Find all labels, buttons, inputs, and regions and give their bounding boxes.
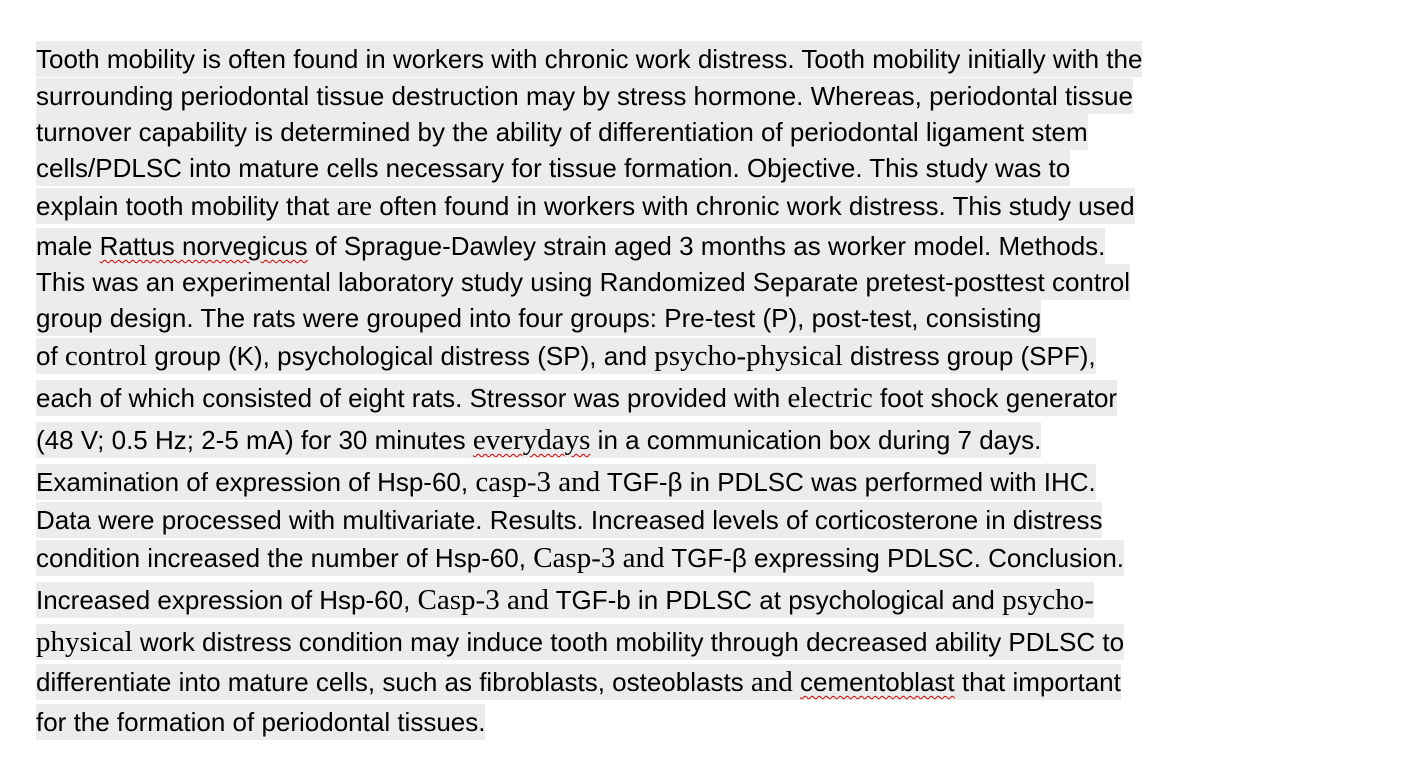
text-segment: in a communication box during 7 days. bbox=[590, 425, 1042, 455]
text-segment: Increased expression of Hsp-60, bbox=[36, 585, 418, 615]
text-segment: surrounding periodontal tissue destruction may by stress hormone. Whereas, periodontal tissue bbox=[36, 81, 1133, 111]
text-line bbox=[36, 41, 1142, 77]
text-line bbox=[36, 380, 1117, 416]
text-line bbox=[36, 150, 1070, 186]
text-line bbox=[36, 624, 1124, 660]
text-line bbox=[36, 422, 1041, 458]
text-line bbox=[36, 502, 1102, 538]
text-segment: This was an experimental laboratory study using Randomized Separate pretest-posttest control bbox=[36, 267, 1131, 297]
text-line bbox=[36, 78, 1133, 114]
text-line bbox=[36, 114, 1088, 150]
text-line bbox=[36, 664, 1121, 700]
text-segment: TGF-β in PDLSC was performed with IHC. bbox=[600, 467, 1096, 497]
text-segment: that important bbox=[954, 667, 1121, 697]
text-segment: male bbox=[36, 231, 100, 261]
text-segment: often found in workers with chronic work distress. This study used bbox=[372, 191, 1135, 221]
text-segment: control bbox=[64, 340, 148, 372]
text-segment: explain tooth mobility that bbox=[36, 191, 337, 221]
text-segment: foot shock generator bbox=[872, 383, 1118, 413]
text-segment: everydays bbox=[472, 424, 591, 456]
text-line bbox=[36, 582, 1094, 618]
text-segment: TGF-b in PDLSC at psychological and bbox=[548, 585, 1003, 615]
text-line bbox=[36, 188, 1135, 224]
text-segment: psycho-physical bbox=[654, 340, 843, 372]
text-segment: turnover capability is determined by the ability of differentiation of periodontal ligament stem bbox=[36, 117, 1088, 147]
text-segment: Rattus norvegicus bbox=[99, 231, 308, 261]
text-line bbox=[36, 464, 1096, 500]
text-segment: TGF-β expressing PDLSC. Conclusion. bbox=[664, 543, 1125, 573]
text-segment: group (K), psychological distress (SP), and bbox=[147, 341, 655, 371]
text-segment: differentiate into mature cells, such as fibroblasts, osteoblasts bbox=[36, 667, 751, 697]
text-segment: casp-3 and bbox=[475, 466, 601, 498]
text-segment: physical bbox=[36, 626, 133, 658]
text-line bbox=[36, 228, 1105, 264]
text-segment: cells/PDLSC into mature cells necessary for tissue formation. Objective. This study was to bbox=[36, 153, 1071, 183]
text-segment: Tooth mobility is often found in workers with chronic work distress. Tooth mobility initially with the bbox=[36, 44, 1143, 74]
text-segment: are bbox=[336, 190, 373, 222]
text-segment: of Sprague-Dawley strain aged 3 months as worker model. Methods. bbox=[307, 231, 1106, 261]
text-segment: group design. The rats were grouped into four groups: Pre-test (P), post-test, consisting bbox=[36, 303, 1042, 333]
text-segment: Data were processed with multivariate. Results. Increased levels of corticosterone in distress bbox=[36, 505, 1103, 535]
text-segment bbox=[793, 667, 800, 697]
text-line bbox=[36, 540, 1124, 576]
text-segment: Casp-3 and bbox=[533, 542, 665, 574]
text-segment: of bbox=[36, 341, 65, 371]
text-segment: Casp-3 and bbox=[417, 584, 549, 616]
text-segment: electric bbox=[787, 382, 873, 414]
text-line bbox=[36, 338, 1096, 374]
text-segment: cementoblast bbox=[800, 667, 955, 697]
text-segment: condition increased the number of Hsp-60, bbox=[36, 543, 534, 573]
text-segment: each of which consisted of eight rats. Stressor was provided with bbox=[36, 383, 788, 413]
text-segment: (48 V; 0.5 Hz; 2-5 mA) for 30 minutes bbox=[36, 425, 473, 455]
text-segment: and bbox=[750, 666, 793, 698]
text-line bbox=[36, 704, 485, 740]
text-segment: psycho- bbox=[1002, 584, 1094, 616]
text-line bbox=[36, 264, 1130, 300]
text-segment: work distress condition may induce tooth mobility through decreased ability PDLSC to bbox=[132, 627, 1125, 657]
text-segment: distress group (SPF), bbox=[842, 341, 1096, 371]
text-segment: Examination of expression of Hsp-60, bbox=[36, 467, 476, 497]
text-line bbox=[36, 300, 1041, 336]
text-segment: for the formation of periodontal tissues. bbox=[36, 707, 486, 737]
